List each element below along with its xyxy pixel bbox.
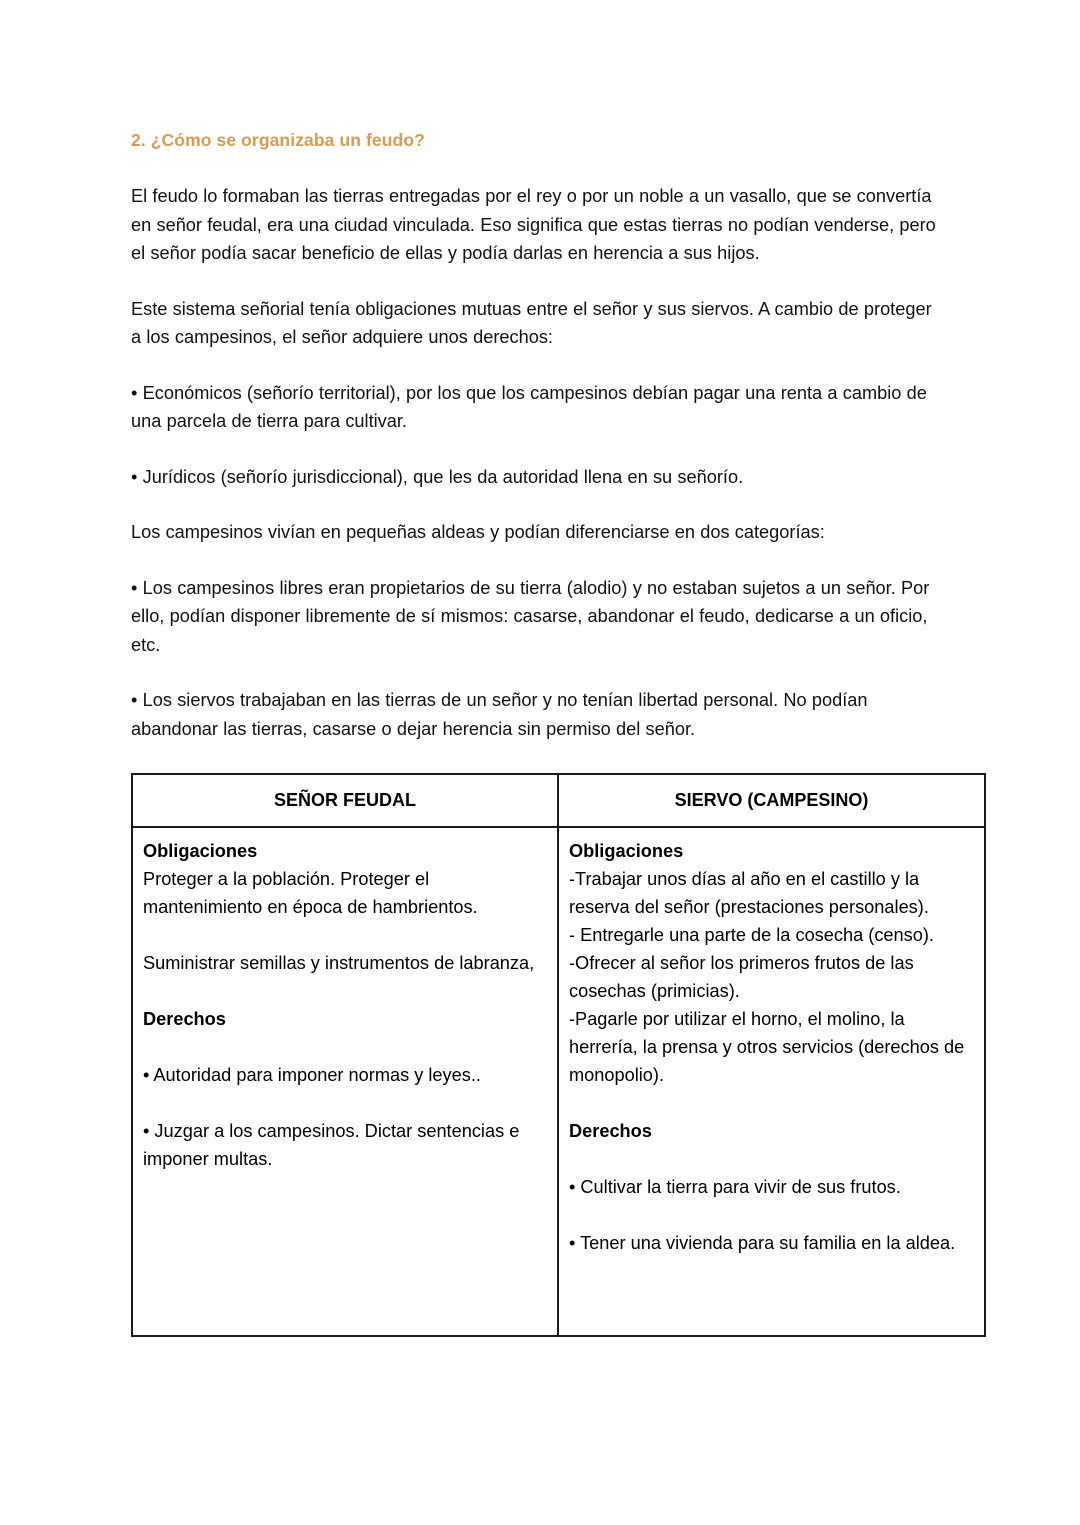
- senor-obligation-1: Proteger a la población. Proteger el mantenimiento en época de hambrientos.: [143, 869, 478, 917]
- document-content: [131, 128, 965, 1337]
- spacer: [143, 1089, 545, 1117]
- spacer: [143, 1033, 545, 1061]
- siervo-obligation-2: - Entregarle una parte de la cosecha (censo).: [569, 925, 934, 945]
- senor-obligation-2: Suministrar semillas y instrumentos de labranza,: [143, 953, 535, 973]
- bullet-juridicos: • Jurídicos (señorío jurisdiccional), que les da autoridad llena en su señorío.: [131, 466, 744, 487]
- spacer: [143, 921, 545, 949]
- siervo-obligations-title: Obligaciones: [569, 841, 684, 861]
- senor-rights-title: Derechos: [143, 1009, 226, 1029]
- siervo-right-2: • Tener una vivienda para su familia en la aldea.: [569, 1233, 956, 1253]
- siervo-right-1: • Cultivar la tierra para vivir de sus frutos.: [569, 1177, 901, 1197]
- comparison-table: [131, 773, 986, 1337]
- spacer: [569, 1201, 972, 1229]
- paragraph-senorial: Este sistema señorial tenía obligaciones mutuas entre el señor y sus siervos. A cambio de proteger a los campesinos, el señor adquiere unos derechos:: [131, 298, 932, 347]
- table-row: [132, 827, 985, 1336]
- bullet-campesinos-libres: • Los campesinos libres eran propietarios de su tierra (alodio) y no estaban sujetos a un señor. Por ello, podían disponer libremente de sí mismos: casarse, abandonar el feudo, dedicarse a un oficio, etc.: [131, 577, 930, 655]
- table-header-senor-feudal: SEÑOR FEUDAL: [132, 774, 558, 827]
- senor-obligations-title: Obligaciones: [143, 841, 258, 861]
- siervo-obligation-1: -Trabajar unos días al año en el castillo y la reserva del señor (prestaciones personales).: [569, 869, 929, 917]
- paragraph-intro: El feudo lo formaban las tierras entregadas por el rey o por un noble a un vasallo, que se convertía en señor feudal, era una ciudad vinculada. Eso significa que estas tierras no podían venderse, pero el señor podía sacar beneficio de ellas y podía darlas en herencia a sus hijos.: [131, 186, 936, 263]
- table-cell-senor-feudal: [132, 827, 558, 1336]
- siervo-rights-title: Derechos: [569, 1121, 652, 1141]
- comparison-table-wrapper: [131, 773, 965, 1337]
- page-title: 2. ¿Cómo se organizaba un feudo?: [131, 130, 425, 150]
- table-header-siervo: SIERVO (CAMPESINO): [558, 774, 985, 827]
- spacer: [143, 977, 545, 1005]
- siervo-obligation-3: -Ofrecer al señor los primeros frutos de las cosechas (primicias).: [569, 953, 914, 1001]
- bullet-economicos: • Económicos (señorío territorial), por los que los campesinos debían pagar una renta a cambio de una parcela de tierra para cultivar.: [131, 382, 927, 431]
- table-cell-siervo: [558, 827, 985, 1336]
- paragraph-campesinos: Los campesinos vivían en pequeñas aldeas y podían diferenciarse en dos categorías:: [131, 522, 825, 542]
- senor-right-2: • Juzgar a los campesinos. Dictar sentencias e imponer multas.: [143, 1121, 520, 1169]
- bullet-siervos: • Los siervos trabajaban en las tierras de un señor y no tenían libertad personal. No podían abandonar las tierras, casarse o dejar herencia sin permiso del señor.: [131, 690, 868, 739]
- spacer: [569, 1145, 972, 1173]
- siervo-obligation-4: -Pagarle por utilizar el horno, el molino, la herrería, la prensa y otros servicios (derechos de monopolio).: [569, 1009, 965, 1085]
- body-text-block: [131, 182, 937, 743]
- spacer: [569, 1089, 972, 1117]
- table-header-row: [132, 774, 985, 827]
- senor-right-1: • Autoridad para imponer normas y leyes..: [143, 1065, 481, 1085]
